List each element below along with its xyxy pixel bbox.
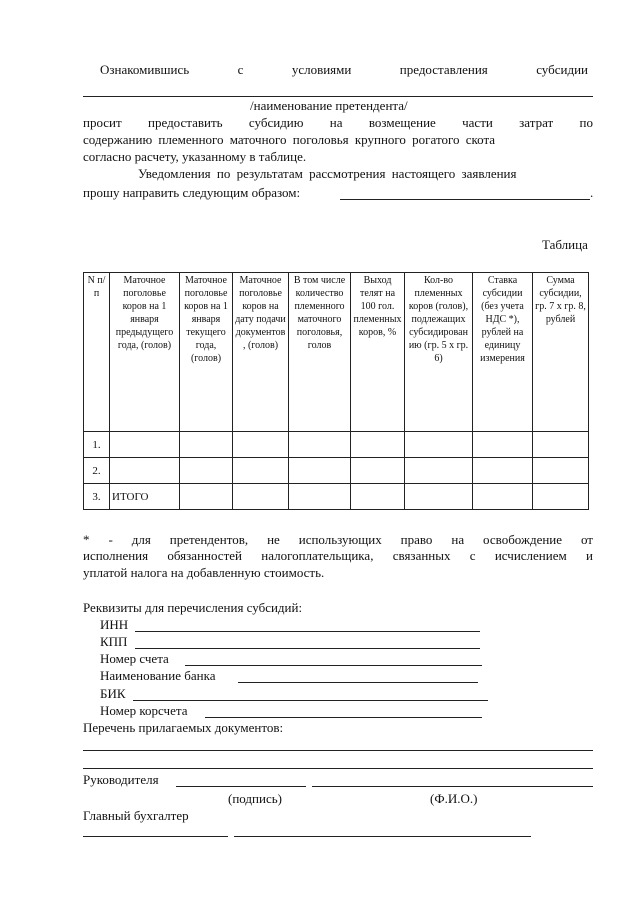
- table-cell[interactable]: [289, 484, 351, 510]
- row-number: 3.: [84, 484, 110, 510]
- subsidy-table: [83, 272, 589, 510]
- row-number: 2.: [84, 458, 110, 484]
- word: условиями: [291, 62, 352, 77]
- col-livestock-prev-year-header: Маточное поголовье коров на 1 января предыдущего года, (голов): [110, 273, 180, 432]
- word: право: [400, 532, 433, 547]
- bik-label: БИК: [100, 686, 126, 701]
- table-cell[interactable]: [351, 484, 405, 510]
- col-subsidy-sum-header: Сумма субсидии, гр. 7 х гр. 8, рублей: [533, 273, 589, 432]
- accountant-label: Главный бухгалтер: [83, 808, 189, 823]
- bank-name-label: Наименование банка: [100, 668, 216, 683]
- table-cell[interactable]: [473, 458, 533, 484]
- intro-line-7: прошу направить следующим образом:: [83, 185, 301, 200]
- table-cell[interactable]: [351, 458, 405, 484]
- intro-line-6: Уведомления по результатам рассмотрения настоящего заявления: [138, 166, 517, 181]
- word: связанных: [392, 548, 451, 563]
- intro-line-4: содержанию племенного маточного поголовья крупного рогатого скота: [83, 132, 496, 147]
- word: на: [451, 532, 465, 547]
- total-label: ИТОГО: [110, 484, 180, 510]
- col-subsidized-cows-header: Кол-во племенных коров (голов), подлежащих субсидированию (гр. 5 х гр. 6): [405, 273, 473, 432]
- table-cell[interactable]: [533, 484, 589, 510]
- table-cell[interactable]: [533, 432, 589, 458]
- table-cell[interactable]: [289, 458, 351, 484]
- word: обязанностей: [167, 548, 242, 563]
- applicant-name-line: [83, 96, 593, 97]
- word: от: [580, 532, 593, 547]
- table-cell[interactable]: [233, 458, 289, 484]
- footnote-line-2: [83, 548, 593, 563]
- word: и: [585, 548, 593, 563]
- word: претендентов,: [169, 532, 249, 547]
- word: с: [469, 548, 476, 563]
- word: исчислением: [494, 548, 567, 563]
- kpp-label: КПП: [100, 634, 128, 649]
- word: не: [267, 532, 280, 547]
- word: предоставления: [399, 62, 488, 77]
- table-header-row: [84, 273, 589, 432]
- word: субсидию: [248, 115, 304, 130]
- correspondent-account-label: Номер корсчета: [100, 703, 188, 718]
- table-cell[interactable]: [110, 458, 180, 484]
- col-number-header: N п/п: [84, 273, 110, 432]
- word: исполнения: [83, 548, 149, 563]
- table-cell[interactable]: [233, 432, 289, 458]
- col-calf-yield-header: Выход телят на 100 гол. племенных коров, %: [351, 273, 405, 432]
- intro-line-5: согласно расчету, указанному в таблице.: [83, 149, 307, 164]
- row-number: 1.: [84, 432, 110, 458]
- word: на: [329, 115, 343, 130]
- col-breeding-livestock-header: В том числе количество племенного маточного поголовья, голов: [289, 273, 351, 432]
- word: затрат: [519, 115, 554, 130]
- table-total-row: [84, 484, 589, 510]
- table-cell[interactable]: [351, 432, 405, 458]
- table-cell[interactable]: [473, 432, 533, 458]
- word: субсидии: [536, 62, 588, 77]
- word: -: [108, 532, 113, 547]
- word: предоставить: [148, 115, 223, 130]
- word: с: [237, 62, 244, 77]
- head-signature-line[interactable]: [176, 786, 306, 787]
- head-name-line[interactable]: [312, 786, 593, 787]
- col-subsidy-rate-header: Ставка субсидии (без учета НДС *), рублей на единицу измерения: [473, 273, 533, 432]
- table-cell[interactable]: [289, 432, 351, 458]
- bank-name-field[interactable]: [238, 682, 478, 683]
- table-cell[interactable]: [405, 432, 473, 458]
- inn-label: ИНН: [100, 617, 129, 632]
- word: для: [131, 532, 151, 547]
- delivery-method-dot: .: [590, 185, 594, 200]
- table-row: [84, 458, 589, 484]
- name-caption: (Ф.И.О.): [430, 791, 478, 806]
- table-cell[interactable]: [110, 432, 180, 458]
- word: возмещение: [368, 115, 436, 130]
- table-cell[interactable]: [233, 484, 289, 510]
- intro-line-1: [100, 62, 588, 77]
- footnote-line-3: уплатой налога на добавленную стоимость.: [83, 565, 325, 580]
- word: налогоплательщика,: [261, 548, 374, 563]
- word: по: [579, 115, 593, 130]
- col-livestock-submission-date-header: Маточное поголовье коров на дату подачи документов, (голов): [233, 273, 289, 432]
- word: *: [83, 532, 90, 547]
- accountant-name-line[interactable]: [234, 836, 531, 837]
- documents-line-2[interactable]: [83, 768, 593, 769]
- bik-field[interactable]: [133, 700, 488, 701]
- account-field[interactable]: [185, 665, 482, 666]
- table-cell[interactable]: [180, 458, 233, 484]
- table-cell[interactable]: [473, 484, 533, 510]
- documents-title: Перечень прилагаемых документов:: [83, 720, 284, 735]
- applicant-name-caption: /наименование претендента/: [250, 98, 408, 113]
- inn-field[interactable]: [135, 631, 480, 632]
- col-livestock-current-year-header: Маточное поголовье коров на 1 января текущего года, (голов): [180, 273, 233, 432]
- delivery-method-line: [340, 199, 590, 200]
- table-cell[interactable]: [405, 484, 473, 510]
- documents-line-1[interactable]: [83, 750, 593, 751]
- table-row: [84, 432, 589, 458]
- signature-caption: (подпись): [228, 791, 282, 806]
- requisites-title: Реквизиты для перечисления субсидий:: [83, 600, 303, 615]
- table-cell[interactable]: [533, 458, 589, 484]
- word: части: [462, 115, 493, 130]
- kpp-field[interactable]: [135, 648, 480, 649]
- word: Ознакомившись: [100, 62, 190, 77]
- word: использующих: [298, 532, 382, 547]
- account-label: Номер счета: [100, 651, 169, 666]
- intro-line-3: [83, 115, 593, 130]
- table-cell[interactable]: [405, 458, 473, 484]
- accountant-signature-line[interactable]: [83, 836, 228, 837]
- correspondent-account-field[interactable]: [205, 717, 482, 718]
- word: освобождение: [483, 532, 563, 547]
- footnote-line-1: [83, 532, 593, 547]
- table-cell[interactable]: [180, 432, 233, 458]
- word: просит: [83, 115, 122, 130]
- table-caption: Таблица: [542, 237, 588, 252]
- head-label: Руководителя: [83, 772, 159, 787]
- table-cell[interactable]: [180, 484, 233, 510]
